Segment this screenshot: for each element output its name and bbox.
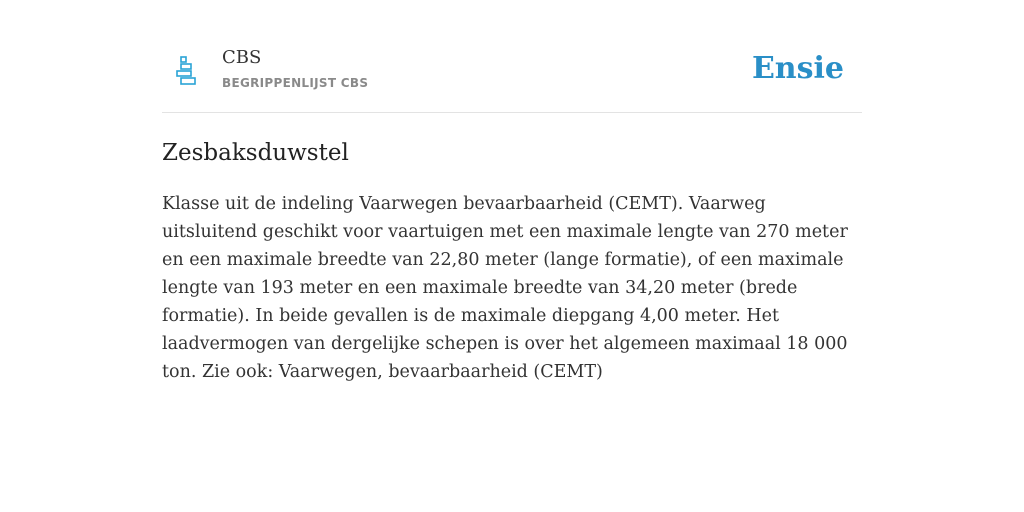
term-title: Zesbaksduwstel <box>162 140 349 166</box>
source-subtitle[interactable]: BEGRIPPENLIJST CBS <box>222 76 369 90</box>
header <box>162 0 862 113</box>
ensie-logo[interactable]: Ensie <box>751 51 844 86</box>
cbs-logo-icon[interactable] <box>176 56 196 86</box>
term-definition: Klasse uit de indeling Vaarwegen bevaarbaarheid (CEMT). Vaarweg uitsluitend geschikt voor vaartuigen met een maximale lengte van 270 meter en een maximale breedte van 22,80 meter (lange formatie), of een maximale lengte van 193 meter en een maximale breedte van 34,20 meter (brede formatie). In beide gevallen is de maximale diepgang 4,00 meter. Het laadvermogen van dergelijke schepen is over het algemeen maximaal 18 000 ton. Zie ook: Vaarwegen, bevaarbaarheid (CEMT) <box>162 194 848 382</box>
source-name[interactable]: CBS <box>222 47 262 68</box>
